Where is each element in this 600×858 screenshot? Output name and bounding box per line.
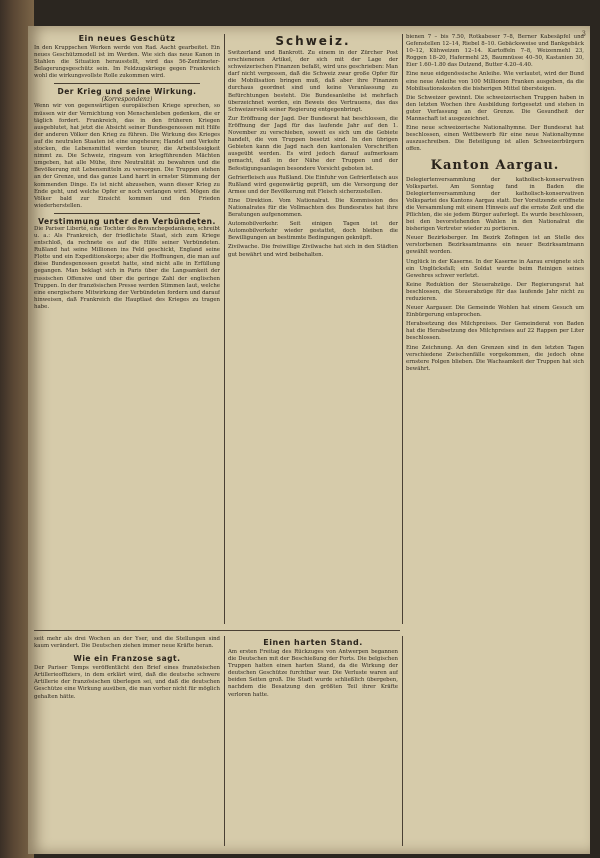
article-zeichnung: Eine Zeichnung. An den Grenzen sind in den letzten Tagen verschiedene Zwischenfälle vorgekommen, die jedoch ohne ernstere Folgen blieben. Die Wachsamkeit der Truppen hat sich bewährt. (406, 344, 584, 372)
divider (54, 83, 200, 84)
article-bezirk: Neuer Bezirksberger. Im Bezirk Zofingen ist an Stelle des verstorbenen Bezirksamtmanns ein neuer Bezirksamtmann gewählt worden. (406, 235, 584, 256)
headline-geschuetz: Ein neues Geschütz (78, 34, 176, 43)
article-gefrierfleisch: Gefrierfleisch aus Rußland. Die Einfuhr von Gefrierfleisch aus Rußland wird gegenwärtig geprüft, um die Versorgung der Armee und der Bevölkerung mit Fleisch sicherzustellen. (228, 174, 398, 195)
article-aargauer: Neuer Aargauer. Die Gemeinde Wohlen hat einem Gesuch um Einbürgerung entsprochen. (406, 305, 584, 319)
column-rule (402, 636, 403, 846)
column-rule (224, 34, 225, 624)
divider (54, 213, 200, 214)
article-direktion: Eine Direktion. Vom Nationalrat. Die Kommission des Nationalrates für die Vollmachten des Bundesrates hat ihre Beratungen aufgenommen. (228, 197, 398, 219)
headline-harter-stand: Einen harten Stand. (263, 638, 363, 647)
section-title-schweiz: Schweiz. (275, 34, 351, 48)
article-milchpreis: Herabsetzung des Milchpreises. Der Gemeinderat von Baden hat die Herabsetzung des Milchpreises auf 22 Rappen per Liter beschlossen. (406, 321, 584, 342)
section-title-aargau: Kanton Aargau. (430, 157, 560, 173)
middle-column-bottom (228, 636, 398, 846)
article-franzose: Der Pariser Temps veröffentlicht den Brief eines französischen Artillerieoffiziers, in dem erklärt wird, daß die deutsche schwere Artillerie der französischen überlegen sei, und daß die deutschen Geschütze eine Wirkung ausüben, die man vorher nicht für möglich gehalten hätte. (34, 665, 220, 700)
article-continued: seit mehr als drei Wochen an der Yser, und die Stellungen sind kaum verändert. Die Deutschen ziehen immer neue Kräfte heran. (34, 636, 220, 650)
middle-column-top (228, 34, 398, 624)
article-hymne: Eine neue schweizerische Nationalhymne. Der Bundesrat hat beschlossen, einen Wettbewerb für eine neue Nationalhymne auszuschreiben. Die Beteiligung ist allen Schweizerbürgern offen. (406, 125, 584, 153)
article-krieg: Wenn wir von gegenwärtigen europäischen Kriege sprechen, so müssen wir der Vernichtung von Menschenleben gedenken, die er täglich fordert. Frankreich, das in den früheren Kriegen ausgeblutet, hat jetzt die Absicht seiner Bundesgenossen mit Hilfe der anderen Völker den Krieg zu führen. Die Wirkung des Krieges auf die neutralen Staaten ist eine ungeheure; Handel und Verkehr stocken, die Lebensmittel werden teurer, die Arbeitslosigkeit nimmt zu. Die Schweiz, ringsum von kriegführenden Mächten umgeben, hat alle Mühe, ihre Neutralität zu bewahren und die Bevölkerung mit Lebensmitteln zu versorgen. Die Truppen stehen an der Grenze, und das ganze Land harrt in ernster Stimmung der kommenden Dinge. Es ist nicht abzusehen, wann dieser Krieg zu Ende geht, und welche Opfer er noch verlangen wird. Mögen die Völker bald zur Einsicht kommen und den Frieden wiederherstellen. (34, 103, 220, 209)
article-steuer: Keine Reduktion der Steuerabzüge. Der Regierungsrat hat beschlossen, die Steuerabzüge für das laufende Jahr nicht zu reduzieren. (406, 281, 584, 302)
subheadline-korrespondenz: (Korrespondenz) (101, 96, 153, 104)
article-geschuetz: In den Kruppschen Werken werde von Rad. Aacht gearbeitet. Ein neues Geschützmodell ist im Werden. Wie sich das neue Kanon in Stahlen die Situation herausstellt, wird das 56-Zentimeter-Belagerungsgeschütz sein. Im Feldzugskriege gegen Frankreich wohl die wirkungsvollste Rolle zukommen wird. (34, 45, 220, 80)
page-number: 3 (581, 30, 586, 38)
article-schweizer: Die Schweizer gewinnt. Die schweizerischen Truppen haben in den letzten Wochen ihre Ausbildung fortgesetzt und stehen in guter Verfassung an der Grenze. Die Gesundheit der Mannschaft ist ausgezeichnet. (406, 94, 584, 123)
right-column (406, 34, 584, 846)
column-rule (224, 636, 225, 846)
newspaper-page (28, 26, 590, 854)
headline-verstimmung: Verstimmung unter den Verbündeten. (38, 216, 216, 226)
headline-krieg: Der Krieg und seine Wirkung. (57, 87, 197, 97)
left-column-top (34, 34, 220, 624)
article-anleihe: Eine neue eidgenössische Anleihe. Wie verlautet, wird der Bund eine neue Anleihe von 100 Millionen Franken ausgeben, da die Mobilisationskosten die bisherigen Mittel übersteigen. (406, 71, 584, 92)
article-bankrott: Switzerland und Bankrott. Zu einem in der Zürcher Post erschienenen Artikel, der sich mit der Lage der schweizerischen Finanzen befaßt, wird uns geschrieben: Man darf nicht vergessen, daß die Schweiz zwar große Opfer für die Mobilisation bringen muß, daß aber ihre Finanzen durchaus geordnet sind und keine Veranlassung zu Befürchtungen besteht. Die Bundesanleihe ist mehrfach überzeichnet worden, ein Beweis des Vertrauens, das das Schweizervolk seiner Regierung entgegenbringt. (228, 50, 398, 113)
article-automobil: Automobilverkehr. Seit einigen Tagen ist der Automobilverkehr wieder gestattet, doch bleiben die Bewilligungen an bestimmte Bedingungen geknüpft. (228, 221, 398, 242)
column-rule (402, 34, 403, 624)
horizontal-rule (34, 630, 400, 631)
market-prices: bienen 7 – bis 7.50, Rotkabeser 7–8, Berner Kabesäpfel und Gefenstellen 12–14, Riebel 8–10. Gebäcksweise und Bankgebäck 10–12, Kühweizen 12–14. Kartoffeln 7–8, Weizenmehl 23, Roggen 18–20, Hafermehl 25, Baumnüsse 40–50, Kastanien 30, Eier 1.60–1.80 das Dutzend, Butter 4.20–4.40. (406, 34, 584, 69)
left-column-bottom (34, 636, 220, 846)
headline-franzose: Wie ein Franzose sagt. (73, 654, 181, 664)
article-verstimmung: Die Pariser Liberté, eine Tochter des Revanchegedankens, schreibt u. a.: Als Frankreich, der friedlichste Staat, sich zum Kriege entschloß, da rechnete es auf die Hilfe seiner Verbündeten. Rußland hat seine Millionen ins Feld geschickt, England seine Flotte und ein Expeditionskorps; aber die Hoffnungen, die man auf diese Bundesgenossen gesetzt hatte, sind nicht alle in Erfüllung gegangen. Man beklagt sich in Paris über die Langsamkeit der russischen Offensive und über die geringe Zahl der englischen Truppen. In der französischen Presse werden Stimmen laut, welche eine energischere Mitwirkung der Verbündeten fordern und darauf hinweisen, daß Frankreich die Hauptlast des Krieges zu tragen habe. (34, 225, 220, 310)
article-delegierte: Delegiertenversammlung der katholisch-konservativen Volkspartei. Am Sonntag fand in Baden die Delegiertenversammlung der katholisch-konservativen Volkspartei des Kantons Aargau statt. Der Vorsitzende eröffnete die Versammlung mit einem Hinweis auf die ernste Zeit und die Pflichten, die sie jedem Bürger auferlegt. Es wurde beschlossen, bei den bevorstehenden Wahlen in den Nationalrat die bisherigen Vertreter wieder zu portieren. (406, 176, 584, 233)
article-kaserne: Unglück in der Kaserne. In der Kaserne in Aarau ereignete sich ein Unglücksfall; ein Soldat wurde beim Reinigen seines Gewehres schwer verletzt. (406, 258, 584, 279)
article-jagd: Zur Eröffnung der Jagd. Der Bundesrat hat beschlossen, die Eröffnung der Jagd für das laufende Jahr auf den 1. November zu verschieben, soweit es sich um die Gebiete handelt, die von Truppen besetzt sind. In den übrigen Gebieten kann die Jagd nach den kantonalen Vorschriften ausgeübt werden. Es wird jedoch darauf aufmerksam gemacht, daß in der Nähe der Truppen und der Befestigungsanlagen besondere Vorsicht geboten ist. (228, 115, 398, 172)
article-harter-stand: Am ersten Freitag des Rückzuges von Antwerpen begannen die Deutschen mit der Beschießung der Forts. Die belgischen Truppen hatten einen harten Stand, da die Wirkung der deutschen Geschütze furchtbar war. Die Verluste waren auf beiden Seiten groß. Die Stadt wurde schließlich übergeben, nachdem die Besatzung den größten Teil ihrer Kräfte verloren hatte. (228, 649, 398, 698)
article-zivilwache: Zivilwache. Die freiwillige Zivilwache hat sich in den Städten gut bewährt und wird beibehalten. (228, 244, 398, 258)
